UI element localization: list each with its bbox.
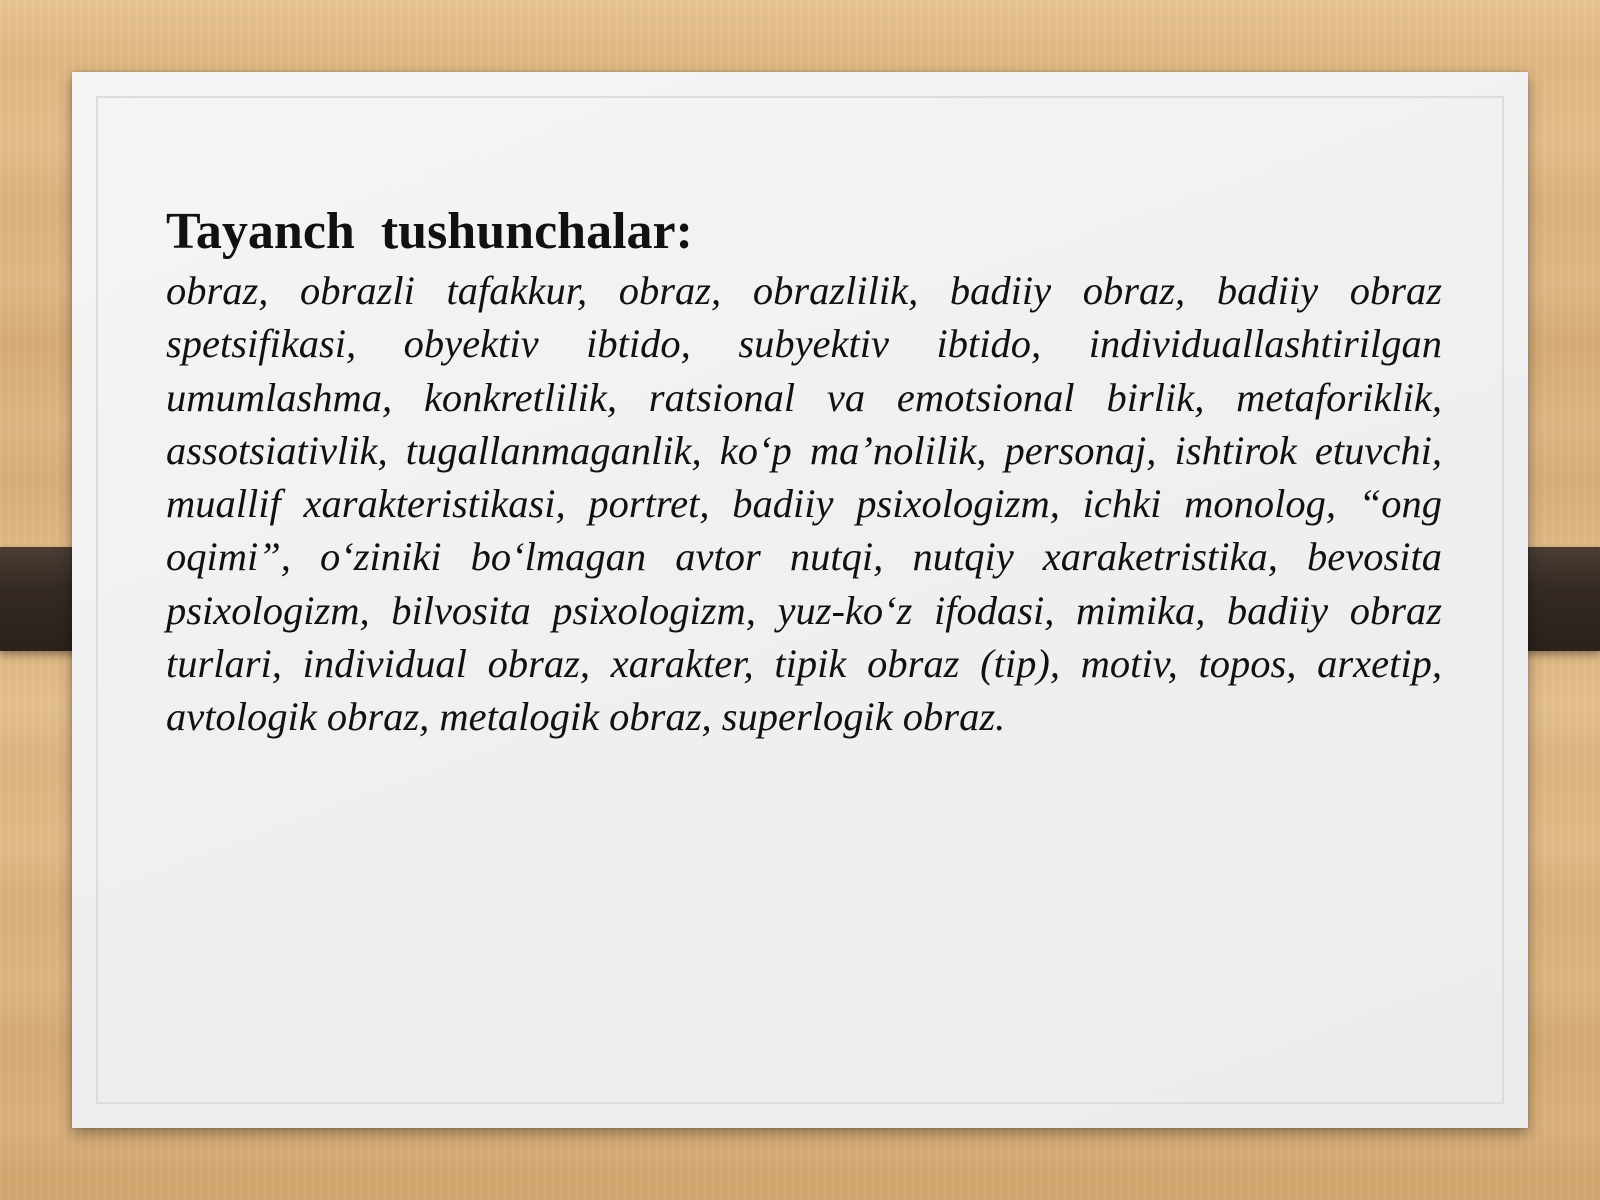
- slide-title: Tayanch tushunchalar:: [166, 203, 693, 260]
- slide-body-text: obraz, obrazli tafakkur, obraz, obrazlilik, badiiy obraz, badiiy obraz spetsifikasi, obyektiv ibtido, subyektiv ibtido, individuallashtirilgan umumlashma, konkretlilik, ratsional va emotsional birlik, metaforiklik, assotsiativlik, tugallanmaganlik, ko‘p ma’nolilik, personaj, ishtirok etuvchi, muallif xarakteristikasi, portret, badiiy psixologizm, ichki monolog, “ong oqimi”, o‘ziniki bo‘lmagan avtor nutqi, nutqiy xaraketristika, bevosita psixologizm, bilvosita psixologizm, yuz-ko‘z ifodasi, mimika, badiiy obraz turlari, individual obraz, xarakter, tipik obraz (tip), motiv, topos, arxetip, avtologik obraz, metalogik obraz, superlogik obraz.: [166, 268, 1442, 740]
- slide-content: [166, 200, 1460, 744]
